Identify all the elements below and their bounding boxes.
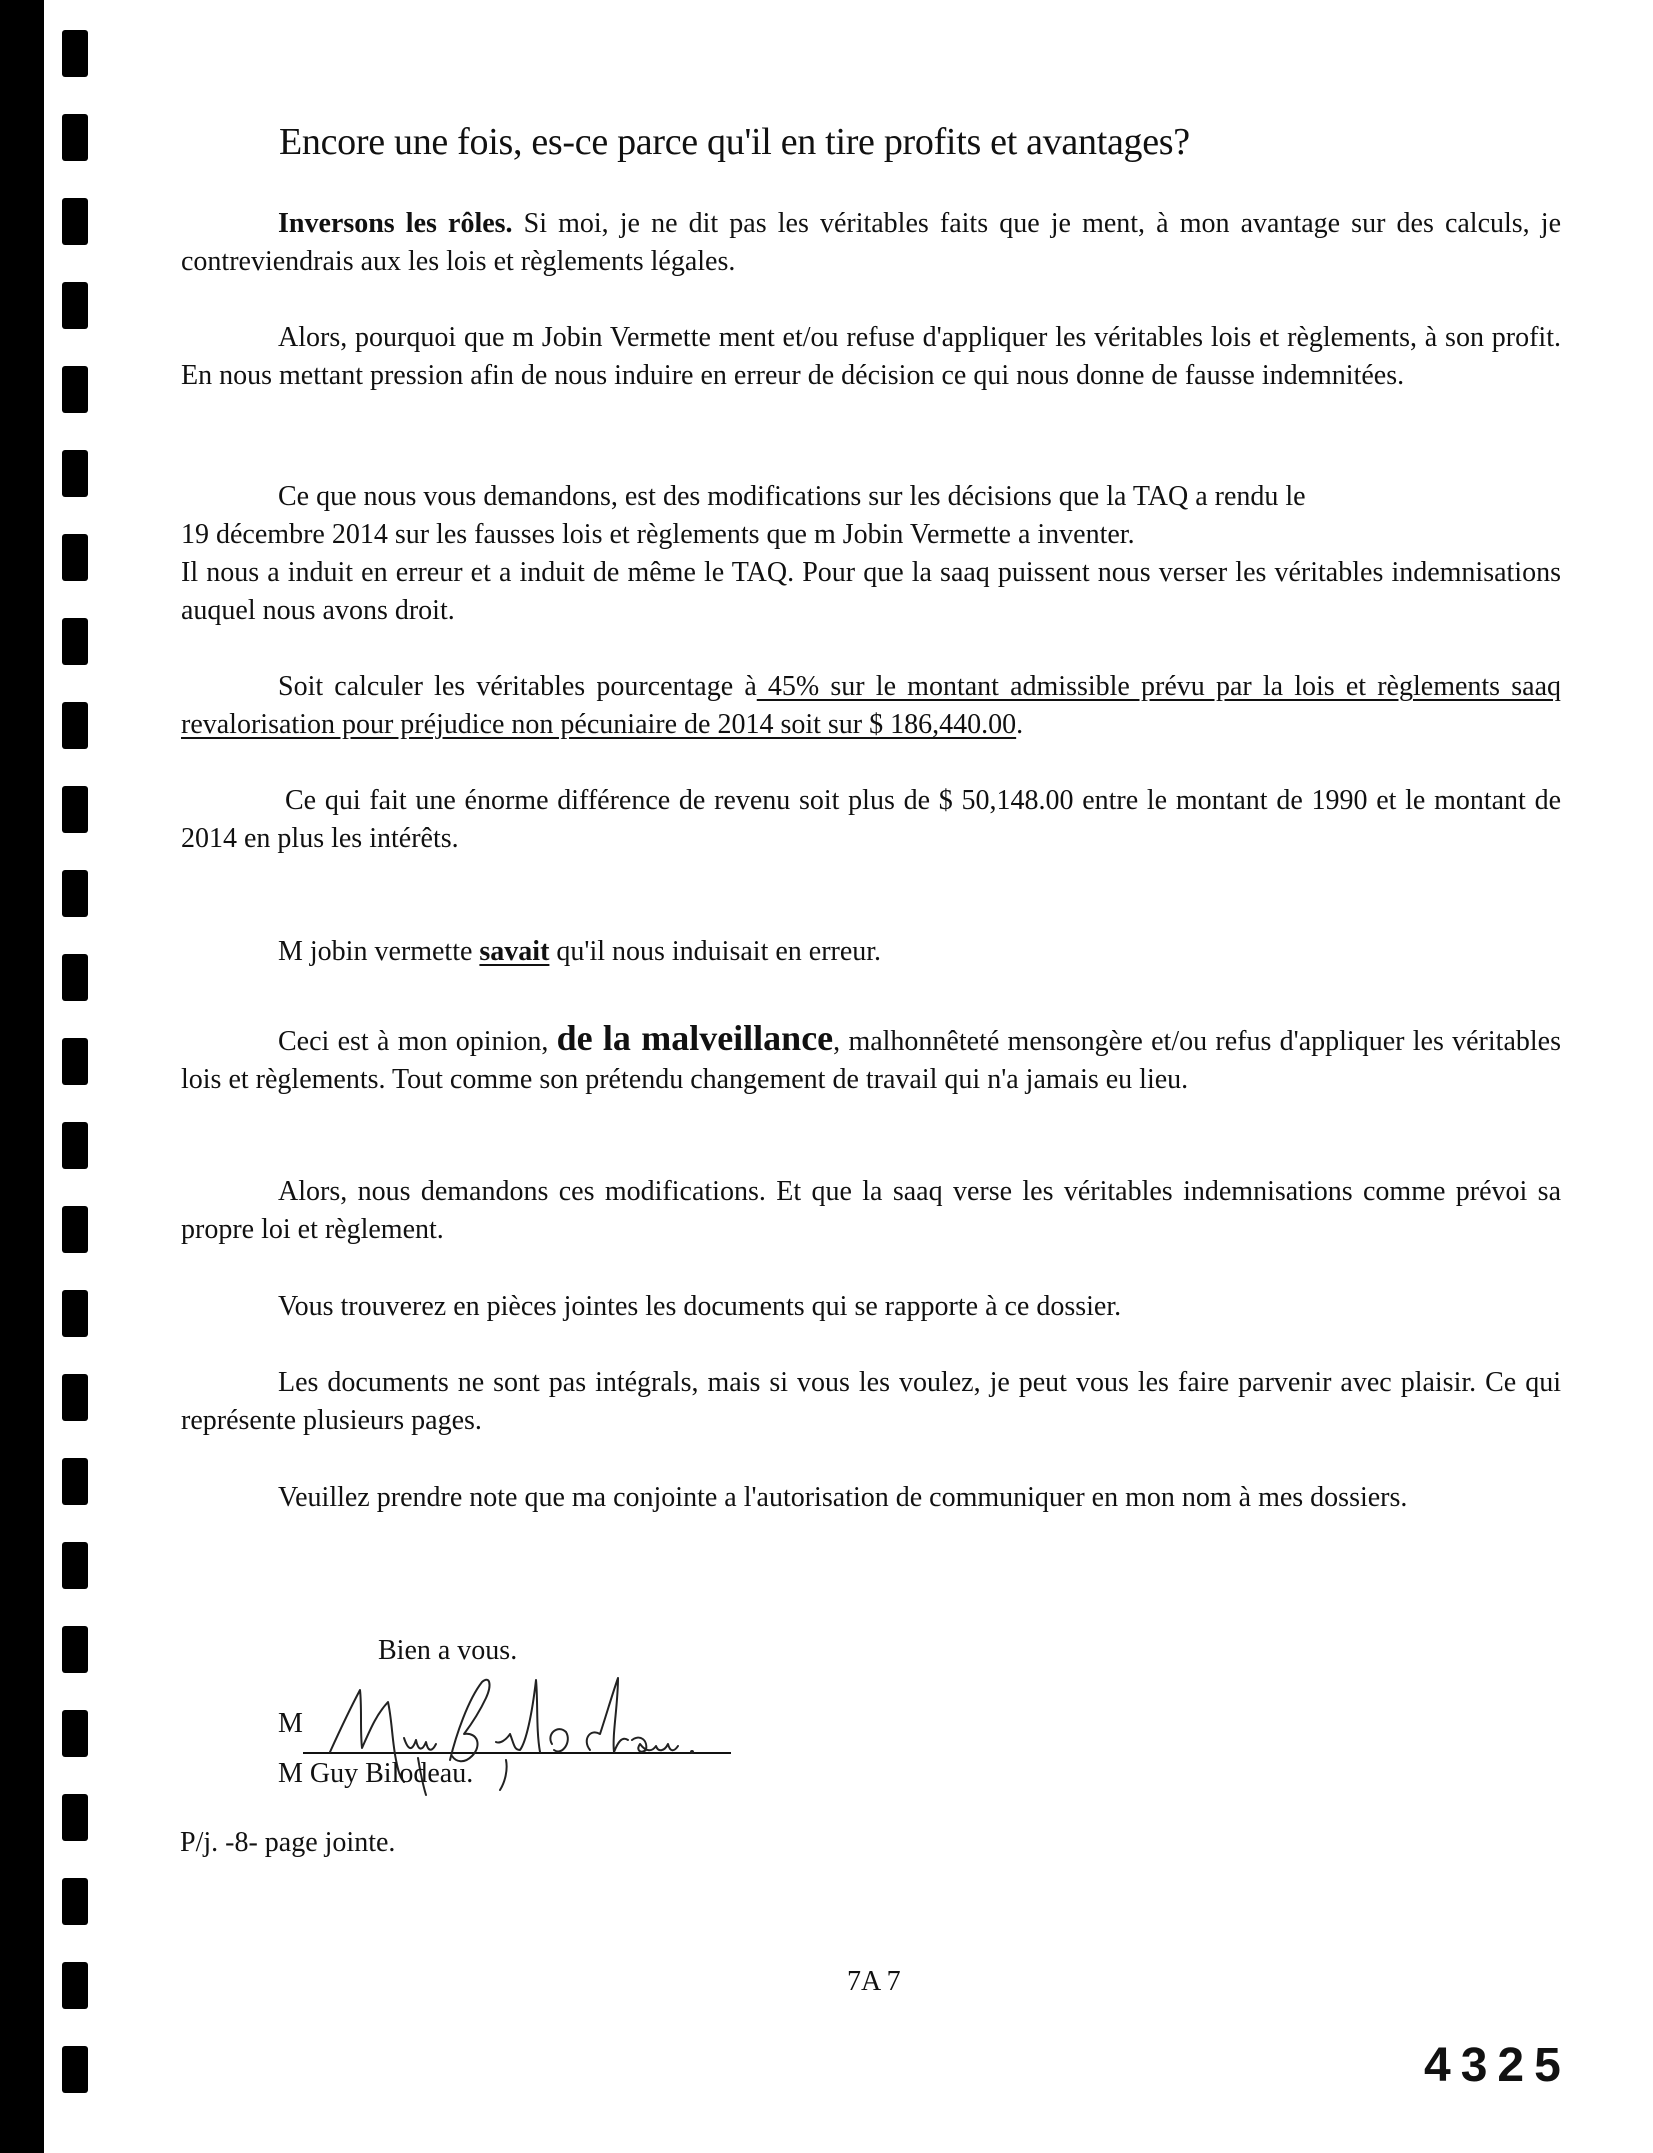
punch-hole [62, 954, 88, 1001]
paragraph-line: 19 décembre 2014 sur les fausses lois et règlements que m Jobin Vermette a inventer. [181, 519, 1135, 550]
scan-binding-strip [0, 0, 44, 2153]
punch-hole [62, 1122, 88, 1169]
paragraph-savait [181, 933, 1561, 971]
punch-hole [62, 1710, 88, 1757]
underlined-amount-text: 45% sur le montant admissible prévu par la lois et règlements saaq revalorisation pour préjudice non pécuniaire de 2014 soit sur $ 186,440.00 [181, 671, 1561, 740]
paragraph-text: Les documents ne sont pas intégrals, mais si vous les voulez, je peut vous les faire parvenir avec plaisir. Ce qui représente plusieurs pages. [181, 1367, 1561, 1436]
punch-hole [62, 618, 88, 665]
punch-hole [62, 1794, 88, 1841]
punch-hole [62, 1878, 88, 1925]
paragraph-alors-pourquoi [181, 319, 1561, 395]
punch-hole [62, 702, 88, 749]
punch-hole [62, 1962, 88, 2009]
paragraph-pieces-jointes [181, 1288, 1561, 1326]
punch-hole [62, 1458, 88, 1505]
paragraph-demandons [181, 478, 1561, 554]
paragraph-text: Ce qui fait une énorme différence de revenu soit plus de $ 50,148.00 entre le montant de 1990 et le montant de 2014 en plus les intérêts. [181, 785, 1561, 854]
punch-hole [62, 450, 88, 497]
punch-hole [62, 1206, 88, 1253]
emphasis-text: de la malveillance [556, 1018, 834, 1058]
paragraph-text: Ceci est à mon opinion, [278, 1026, 557, 1057]
paragraph-conjointe [181, 1479, 1561, 1517]
punch-hole [62, 2046, 88, 2093]
paragraph-induit [181, 554, 1561, 630]
punch-hole [62, 786, 88, 833]
punch-hole [62, 1626, 88, 1673]
paragraph-modifications [181, 1173, 1561, 1249]
punch-hole [62, 1542, 88, 1589]
punch-holes [62, 0, 88, 2153]
document-title: Encore une fois, es-ce parce qu'il en tire profits et avantages? [279, 121, 1190, 163]
paragraph-text: M jobin vermette [278, 936, 480, 967]
page-code: 7A 7 [847, 1966, 901, 1997]
paragraph-inversons [181, 205, 1561, 281]
paragraph-text: Veuillez prendre note que ma conjointe a l'autorisation de communiquer en mon nom à mes dossiers. [278, 1482, 1408, 1513]
paragraph-text: Soit calculer les véritables pourcentage à [278, 671, 757, 702]
paragraph-text: Alors, pourquoi que m Jobin Vermette ment et/ou refuse d'appliquer les véritables lois et règlements, à son profit. En nous mettant pression afin de nous induire en erreur de décision ce qui nous donne de fausse indemnitées. [181, 322, 1561, 391]
paragraph-text: Alors, nous demandons ces modifications. Et que la saaq verse les véritables indemnisations comme prévoi sa propre loi et règlement. [181, 1176, 1561, 1245]
punch-hole [62, 114, 88, 161]
paragraph-difference [181, 782, 1561, 858]
paragraph-text: Vous trouverez en pièces jointes les documents qui se rapporte à ce dossier. [278, 1291, 1122, 1322]
punch-hole [62, 282, 88, 329]
punch-hole [62, 870, 88, 917]
paragraph-documents [181, 1364, 1561, 1440]
signature-prefix: M [278, 1708, 303, 1739]
signer-name: M Guy Bilodeau. [278, 1758, 474, 1789]
paragraph-text: Si moi, je ne dit pas les véritables faits que je ment, à mon avantage sur des calculs, je contreviendrais aux les lois et règlements légales. [181, 208, 1561, 277]
punch-hole [62, 1290, 88, 1337]
punctuation: . [1016, 709, 1024, 740]
underlined-bold-word: savait [479, 936, 550, 967]
attachment-note: P/j. -8- page jointe. [180, 1827, 396, 1858]
salutation: Bien a vous. [378, 1635, 518, 1666]
page-stamp-number: 4325 [1424, 2039, 1571, 2092]
punch-hole [62, 534, 88, 581]
lead-bold-text: Inversons les rôles. [278, 208, 513, 239]
paragraph-text: qu'il nous induisait en erreur. [549, 936, 882, 967]
paragraph-text: , malhonnêteté mensongère et/ou refus d'appliquer les véritables lois et règlements. Tout comme son prétendu changement de travail qui n'a jamais eu lieu. [181, 1026, 1561, 1095]
punch-hole [62, 366, 88, 413]
punch-hole [62, 1374, 88, 1421]
paragraph-calculer [181, 668, 1561, 744]
punch-hole [62, 1038, 88, 1085]
paragraph-malveillance [181, 1019, 1561, 1099]
paragraph-text: Il nous a induit en erreur et a induit de même le TAQ. Pour que la saaq puissent nous verser les véritables indemnisations auquel nous avons droit. [181, 557, 1561, 626]
punch-hole [62, 198, 88, 245]
paragraph-line: Ce que nous vous demandons, est des modifications sur les décisions que la TAQ a rendu le [278, 481, 1306, 512]
punch-hole [62, 30, 88, 77]
